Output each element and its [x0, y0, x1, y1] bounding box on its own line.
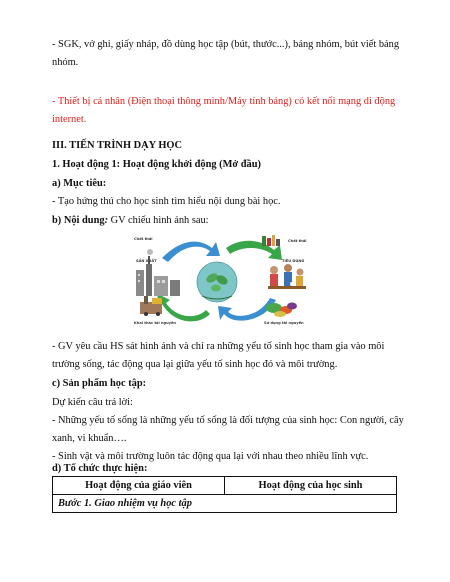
content-colon: :: [104, 215, 109, 226]
answer-2: - Sinh vật và môi trường luôn tác động qua lại với nhau theo nhiều lĩnh vực.: [52, 451, 369, 462]
figure-label-top-left: Chất thải: [134, 237, 153, 241]
materials-line-1: - SGK, vở ghi, giấy nháp, đồ dùng học tập (bút, thước...), bảng nhóm, bút viết bảng: [52, 39, 400, 50]
expected-intro: Dự kiến câu trả lời:: [52, 397, 133, 408]
figure-label-bottom-right: Sử dụng tài nguyên: [264, 321, 304, 325]
content-text: GV chiếu hình ảnh sau:: [108, 215, 209, 226]
figure-label-consumption: TIÊU DÙNG: [282, 259, 305, 263]
objective-text: - Tạo hứng thú cho học sinh tìm hiểu nội dung bài học.: [52, 196, 281, 207]
table-row: [53, 495, 397, 513]
activity-table: [52, 476, 397, 513]
mining-icon: [140, 296, 162, 316]
vegetables-icon: [266, 303, 297, 318]
table-header-row: [53, 477, 397, 495]
table-header-teacher: Hoạt động của giáo viên: [53, 477, 225, 495]
content-line: [52, 214, 209, 227]
device-line-2: internet.: [52, 114, 87, 125]
answer-1-line-2: xanh, vi khuẩn….: [52, 433, 127, 444]
content-heading: b) Nội dung: [52, 215, 105, 226]
waste-bottles-icon: [262, 235, 280, 246]
figure-label-bottom-left: Khai thác tài nguyên: [134, 321, 176, 325]
answer-1-line-1: - Những yếu tố sống là những yếu tố sống là đối tượng của sinh học: Con người, cây: [52, 415, 404, 426]
table-header-student: Hoạt động của học sinh: [225, 477, 397, 495]
task-line-2: trường sống, tác động qua lại giữa yếu tố sinh học đó và môi trường.: [52, 359, 338, 370]
section-title: III. TIẾN TRÌNH DẠY HỌC: [52, 140, 183, 151]
organize-heading: d) Tổ chức thực hiện:: [52, 463, 148, 474]
arrow-bottom-left: [156, 294, 210, 321]
activity-title: 1. Hoạt động 1: Hoạt động khởi động (Mở đầu): [52, 159, 261, 170]
task-line-1: - GV yêu cầu HS sát hình ảnh và chỉ ra những yếu tố sinh học tham gia vào môi: [52, 341, 385, 352]
product-heading: c) Sản phẩm học tập:: [52, 378, 147, 389]
figure-label-production: SẢN XUẤT: [136, 259, 157, 263]
arrow-top-left: [162, 242, 220, 262]
objective-heading: a) Mục tiêu:: [52, 178, 107, 189]
table-step-1: Bước 1. Giao nhiệm vụ học tập: [53, 495, 397, 513]
consumption-people-icon: [268, 264, 306, 289]
device-line-1: - Thiết bị cá nhân (Điện thoại thông minh/Máy tính bảng) có kết nối mạng di động: [52, 96, 396, 107]
environment-cycle-figure: [124, 230, 314, 330]
figure-label-top-right: Chất thải: [288, 239, 307, 243]
materials-line-2: nhóm.: [52, 57, 79, 68]
